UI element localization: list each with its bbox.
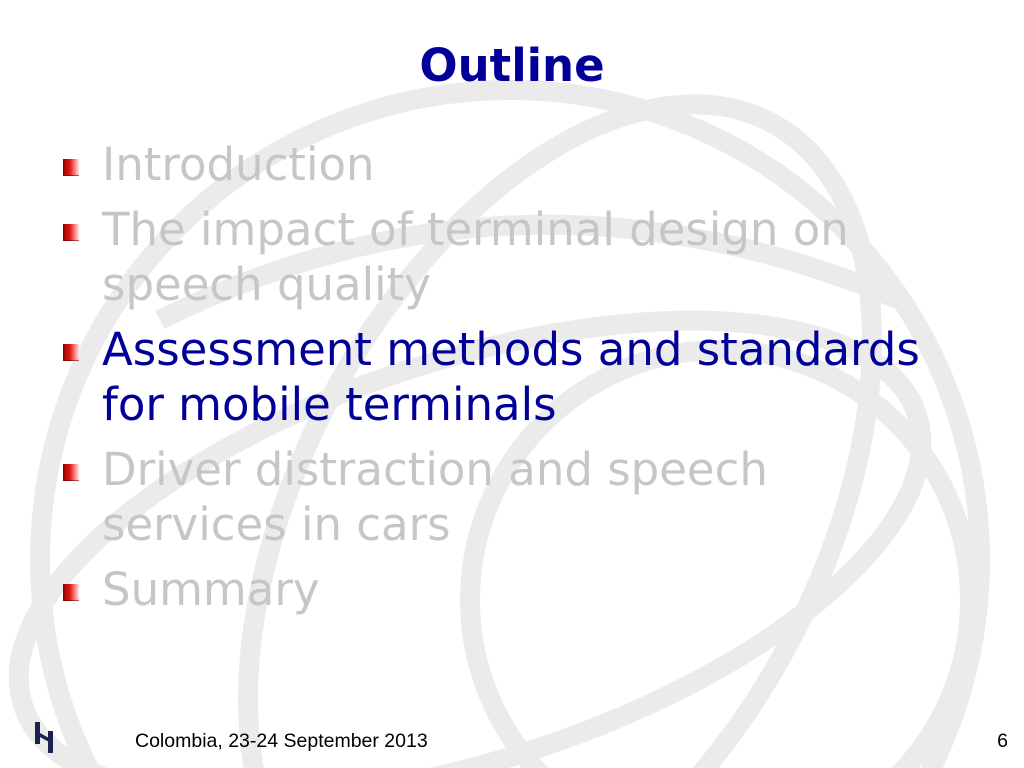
square-bullet-icon: [63, 584, 79, 601]
outline-item-terminal-design: [0, 202, 1024, 312]
outline-item-summary: [0, 562, 1024, 617]
outline-item-text: Driver distraction and speech: [102, 443, 768, 496]
outline-item-text: Introduction: [102, 138, 375, 191]
outline-item-driver-distraction: [0, 442, 1024, 552]
outline-list: [0, 137, 1024, 627]
outline-item-text: The impact of terminal design on: [102, 203, 849, 256]
square-bullet-icon: [63, 464, 79, 481]
footer-event-text: Colombia, 23-24 September 2013: [135, 730, 428, 752]
outline-item-introduction: [0, 137, 1024, 192]
page-number: 6: [997, 730, 1008, 752]
slide-title: Outline: [419, 39, 605, 92]
outline-item-text: services in cars: [102, 498, 451, 551]
outline-item-assessment-methods: [0, 322, 1024, 432]
outline-item-text: for mobile terminals: [102, 378, 557, 431]
outline-item-text: Assessment methods and standards: [102, 323, 920, 376]
square-bullet-icon: [63, 159, 79, 176]
square-bullet-icon: [63, 344, 79, 361]
itu-logo-icon: [32, 720, 58, 754]
square-bullet-icon: [63, 224, 79, 241]
outline-item-text: speech quality: [102, 258, 431, 311]
outline-item-text: Summary: [102, 563, 320, 616]
